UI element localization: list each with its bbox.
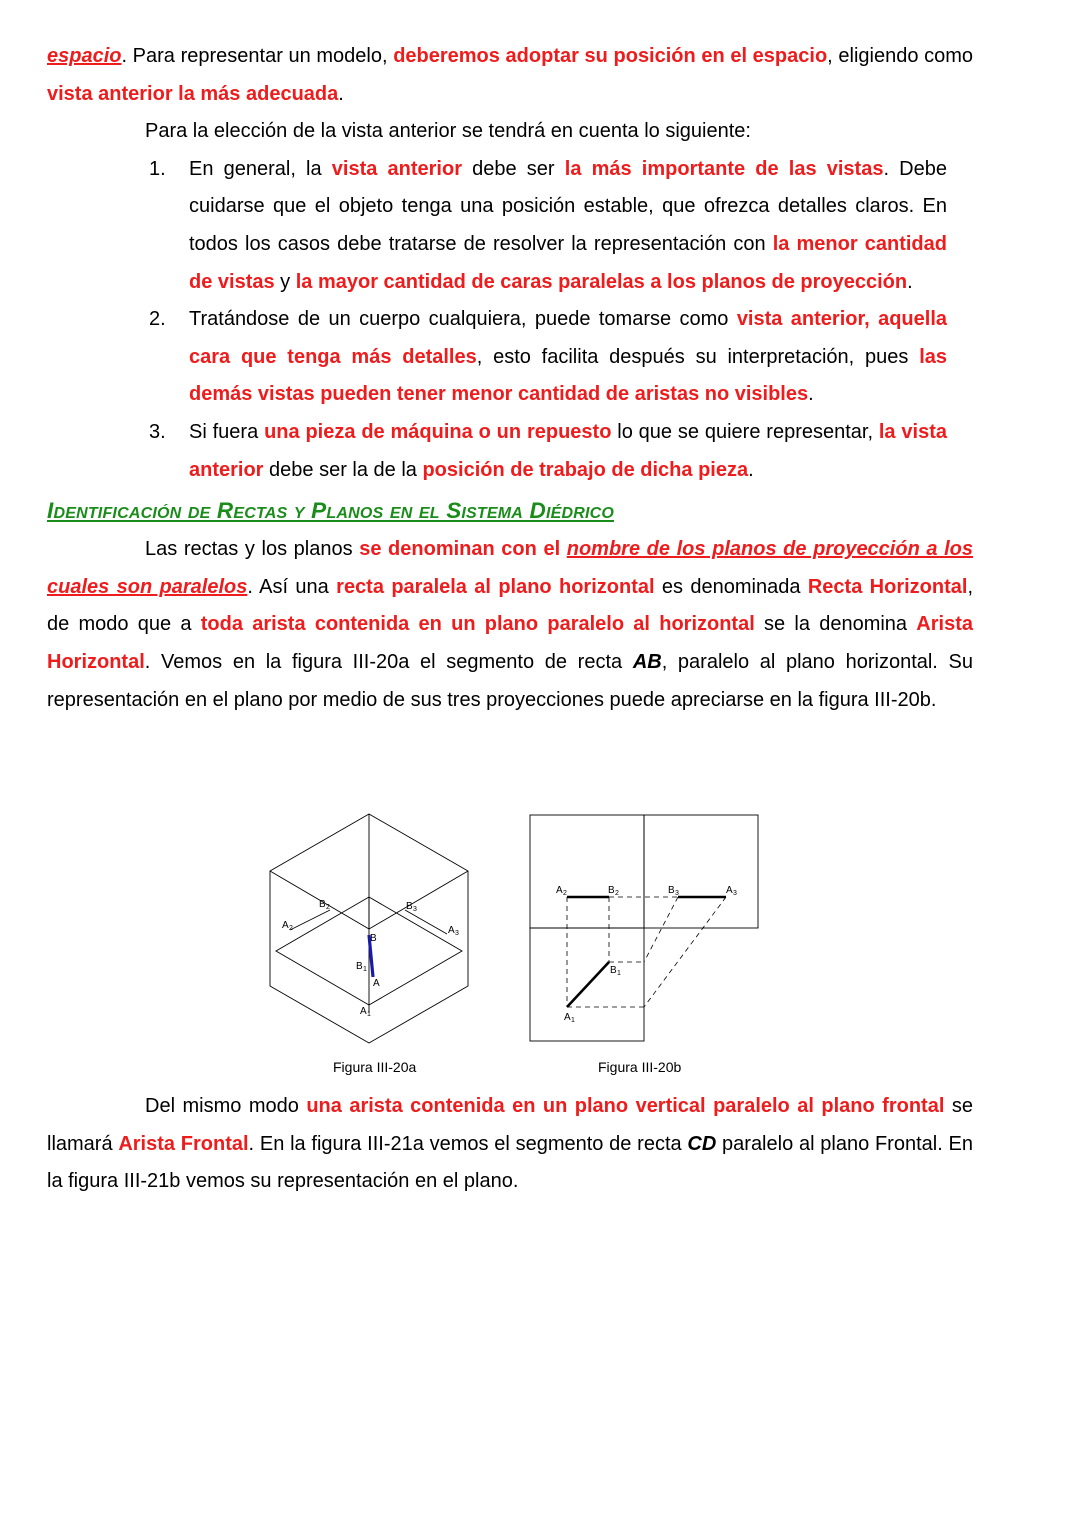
label-b2: B xyxy=(319,899,326,910)
svg-text:A: A xyxy=(726,885,733,896)
section-heading: Identificación de Rectas y Planos en el Sistema Diédrico xyxy=(47,498,615,524)
label-b1: B xyxy=(356,961,363,972)
svg-text:B: B xyxy=(608,885,615,896)
label-a3: A xyxy=(448,925,455,936)
svg-text:B: B xyxy=(668,885,675,896)
label-a: A xyxy=(373,978,380,989)
figure-iii-20b xyxy=(530,815,758,1041)
list-item: 3. Si fuera una pieza de máquina o un repuesto lo que se quiere representar, la vista anterior debe ser la de la posición de trabajo de dicha pieza. xyxy=(149,420,947,481)
svg-text:1: 1 xyxy=(617,970,621,977)
term-espacio: espacio xyxy=(47,45,122,67)
intro-paragraph: espacio. Para representar un modelo, deberemos adoptar su posición en el espacio, eligiendo como vista anterior la más adecuada. xyxy=(47,45,973,105)
section-paragraph: Las rectas y los planos se denominan con el nombre de los planos de proyección a los cuales son paralelos. Así una recta paralela al plano horizontal es denominada Recta Horizontal, de modo que a toda arista contenida en un plano paralelo al horizontal se la denomina Arista Horizontal. Vemos en la figura III-20a el segmento de recta AB, paralelo al plano horizontal. Su representación en el plano por medio de sus tres proyecciones puede apreciarse en la figura III-20b. xyxy=(47,538,974,711)
svg-text:A: A xyxy=(556,885,563,896)
svg-text:A: A xyxy=(564,1012,571,1023)
document-page xyxy=(47,38,973,719)
caption-figure-b: Figura III-20b xyxy=(598,1059,682,1075)
caption-figure-a: Figura III-20a xyxy=(333,1059,417,1075)
svg-text:2: 2 xyxy=(326,904,330,911)
label-a1: A xyxy=(360,1006,367,1017)
list-item: 1. En general, la vista anterior debe ser la más importante de las vistas. Debe cuidarse que el objeto tenga una posición estable, que ofrezca detalles claros. En todos los casos debe tratarse de resolver la representación con la menor cantidad de vistas y la mayor cantidad de caras paralelas a los planos de proyección. xyxy=(149,157,947,293)
svg-text:3: 3 xyxy=(675,890,679,897)
figure-iii-20a xyxy=(270,814,468,1043)
svg-text:1: 1 xyxy=(363,966,367,973)
list-intro: Para la elección de la vista anterior se tendrá en cuenta lo siguiente: xyxy=(145,120,751,143)
svg-text:2: 2 xyxy=(615,890,619,897)
figure-iii-20b-labels xyxy=(556,885,737,1024)
svg-text:B: B xyxy=(610,965,617,976)
svg-text:2: 2 xyxy=(563,890,567,897)
projection-lines xyxy=(567,897,726,1007)
label-a2: A xyxy=(282,920,289,931)
document-page-bottom xyxy=(47,1088,973,1201)
svg-text:2: 2 xyxy=(289,925,293,932)
svg-text:3: 3 xyxy=(733,890,737,897)
label-b: B xyxy=(370,933,377,944)
criteria-list xyxy=(47,151,973,489)
figures xyxy=(0,812,1080,1082)
svg-text:1: 1 xyxy=(367,1011,371,1018)
label-b3: B xyxy=(406,901,413,912)
svg-text:3: 3 xyxy=(413,906,417,913)
closing-paragraph: Del mismo modo una arista contenida en un plano vertical paralelo al plano frontal se llamará Arista Frontal. En la figura III-21a vemos el segmento de recta CD paralelo al plano Frontal. En la figura III-21b vemos su representación en el plano. xyxy=(47,1095,973,1193)
svg-text:1: 1 xyxy=(571,1017,575,1024)
list-item: 2. Tratándose de un cuerpo cualquiera, puede tomarse como vista anterior, aquella cara que tenga más detalles, esto facilita después su interpretación, pues las demás vistas pueden tener menor cantidad de aristas no visibles. xyxy=(149,308,948,406)
svg-text:3: 3 xyxy=(455,930,459,937)
